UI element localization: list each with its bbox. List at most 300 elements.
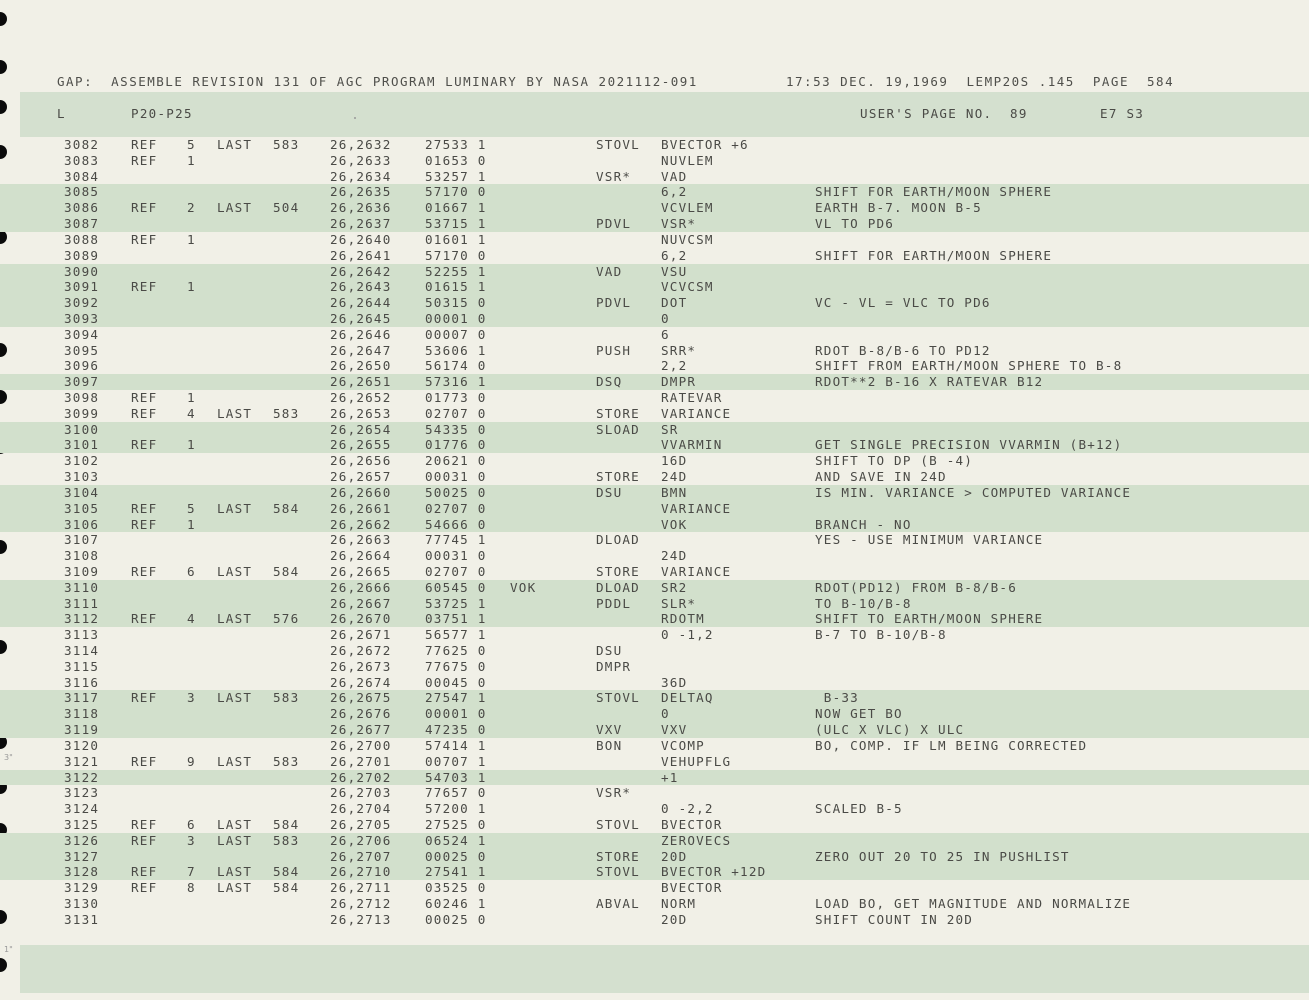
listing-line: 3131 — [64, 911, 100, 927]
listing-ref: REF — [131, 405, 158, 421]
listing-octal: 56577 1 — [425, 627, 487, 643]
listing-op: DLOAD — [596, 579, 640, 595]
listing-op: VAD — [596, 263, 623, 279]
listing-addr: 26,2665 — [330, 563, 392, 579]
listing-lastn: 584 — [273, 864, 300, 880]
listing-comment: B-33 — [815, 690, 859, 706]
subheader-col-l: L — [57, 106, 66, 121]
listing-octal: 01601 1 — [425, 231, 487, 247]
listing-refn: 1 — [187, 516, 196, 532]
listing-addr: 26,2655 — [330, 437, 392, 453]
listing-addr: 26,2710 — [330, 864, 392, 880]
listing-line: 3104 — [64, 484, 100, 500]
listing-op: STORE — [596, 405, 640, 421]
listing-line: 3129 — [64, 880, 100, 896]
listing-operand: VCVCSM — [661, 279, 714, 295]
listing-addr: 26,2647 — [330, 342, 392, 358]
listing-comment: SHIFT TO DP (B -4) — [815, 453, 974, 469]
listing-addr: 26,2707 — [330, 848, 392, 864]
listing-ref: REF — [131, 390, 158, 405]
listing-comment: AND SAVE IN 24D — [815, 469, 947, 485]
listing-operand: VOK — [661, 516, 688, 532]
listing-octal: 06524 1 — [425, 832, 487, 848]
listing-refn: 7 — [187, 864, 196, 880]
listing-comment: TO B-10/B-8 — [815, 595, 912, 611]
listing-ref: REF — [131, 516, 158, 532]
listing-comment: BO, COMP. IF LM BEING CORRECTED — [815, 737, 1088, 753]
listing-addr: 26,2711 — [330, 880, 392, 896]
listing-addr: 26,2700 — [330, 737, 392, 753]
listing-operand: SR — [661, 421, 679, 437]
listing-ref: REF — [131, 500, 158, 516]
listing-last: LAST — [217, 500, 253, 516]
listing-row — [0, 184, 1309, 200]
listing-line: 3114 — [64, 643, 100, 658]
listing-operand: VARIANCE — [661, 500, 732, 516]
listing-line: 3083 — [64, 152, 100, 168]
listing-row — [0, 833, 1309, 849]
listing-ref: REF — [131, 690, 158, 706]
listing-row — [0, 596, 1309, 612]
listing-op: DMPR — [596, 658, 632, 674]
listing-row — [0, 517, 1309, 533]
listing-operand: VVARMIN — [661, 437, 723, 453]
listing-octal: 02707 0 — [425, 563, 487, 579]
listing-octal: 00031 0 — [425, 548, 487, 564]
listing-addr: 26,2702 — [330, 769, 392, 785]
listing-row — [0, 896, 1309, 912]
listing-row — [0, 817, 1309, 833]
listing-octal: 01615 1 — [425, 279, 487, 295]
listing-op: DLOAD — [596, 532, 640, 548]
listing-ref: REF — [131, 880, 158, 896]
listing-row — [0, 311, 1309, 327]
listing-op: PDVL — [596, 295, 632, 311]
listing-row — [0, 469, 1309, 485]
listing-octal: 27525 0 — [425, 816, 487, 832]
listing-refn: 4 — [187, 611, 196, 627]
listing-row — [0, 485, 1309, 501]
listing-row — [0, 548, 1309, 564]
listing-comment: VC - VL = VLC TO PD6 — [815, 295, 991, 311]
listing-operand: BVECTOR — [661, 816, 723, 832]
listing-addr: 26,2703 — [330, 785, 392, 801]
listing-line: 3087 — [64, 216, 100, 232]
listing-line: 3125 — [64, 816, 100, 832]
stray-dot — [354, 117, 356, 119]
listing-operand: 0 -1,2 — [661, 627, 714, 643]
listing-addr: 26,2652 — [330, 390, 392, 405]
listing-addr: 26,2677 — [330, 722, 392, 738]
listing-addr: 26,2664 — [330, 548, 392, 564]
listing-comment: BRANCH - NO — [815, 516, 912, 532]
listing-refn: 5 — [187, 500, 196, 516]
listing-row — [0, 501, 1309, 517]
listing-octal: 01776 0 — [425, 437, 487, 453]
listing-addr: 26,2650 — [330, 358, 392, 374]
listing-addr: 26,2641 — [330, 247, 392, 263]
listing-addr: 26,2632 — [330, 137, 392, 152]
listing-line: 3105 — [64, 500, 100, 516]
listing-addr: 26,2713 — [330, 911, 392, 927]
listing-line: 3119 — [64, 722, 100, 738]
listing-operand: +1 — [661, 769, 679, 785]
listing-row — [0, 374, 1309, 390]
listing-row — [0, 770, 1309, 786]
listing-octal: 00025 0 — [425, 911, 487, 927]
listing-addr: 26,2701 — [330, 753, 392, 769]
listing-line: 3113 — [64, 627, 100, 643]
listing-line: 3088 — [64, 231, 100, 247]
listing-addr: 26,2662 — [330, 516, 392, 532]
listing-last: LAST — [217, 137, 253, 152]
listing-ref: REF — [131, 753, 158, 769]
listing-comment: RDOT**2 B-16 X RATEVAR B12 — [815, 374, 1044, 390]
listing-operand: 2,2 — [661, 358, 688, 374]
listing-row — [0, 690, 1309, 706]
listing-octal: 00025 0 — [425, 848, 487, 864]
listing-operand: VSU — [661, 263, 688, 279]
listing-octal: 50315 0 — [425, 295, 487, 311]
punch-hole — [0, 60, 7, 74]
listing-addr: 26,2663 — [330, 532, 392, 548]
listing-octal: 01653 0 — [425, 152, 487, 168]
listing-op: PDVL — [596, 216, 632, 232]
listing-addr: 26,2642 — [330, 263, 392, 279]
listing-row — [0, 532, 1309, 548]
listing-line: 3110 — [64, 579, 100, 595]
listing-operand: SLR* — [661, 595, 697, 611]
listing-octal: 57414 1 — [425, 737, 487, 753]
listing-ref: REF — [131, 611, 158, 627]
listing-last: LAST — [217, 611, 253, 627]
listing-line: 3086 — [64, 200, 100, 216]
listing-line: 3092 — [64, 295, 100, 311]
listing-row — [0, 169, 1309, 185]
listing-ref: REF — [131, 816, 158, 832]
listing-octal: 00707 1 — [425, 753, 487, 769]
listing-refn: 9 — [187, 753, 196, 769]
listing-line: 3096 — [64, 358, 100, 374]
listing-last: LAST — [217, 753, 253, 769]
listing-addr: 26,2654 — [330, 421, 392, 437]
listing-line: 3112 — [64, 611, 100, 627]
listing-line: 3090 — [64, 263, 100, 279]
listing-lastn: 583 — [273, 690, 300, 706]
listing-operand: 24D — [661, 469, 688, 485]
listing-addr: 26,2704 — [330, 801, 392, 817]
listing-comment: SHIFT FROM EARTH/MOON SPHERE TO B-8 — [815, 358, 1123, 374]
listing-comment: YES - USE MINIMUM VARIANCE — [815, 532, 1044, 548]
listing-ref: REF — [131, 200, 158, 216]
listing-lastn: 583 — [273, 832, 300, 848]
listing-comment: SHIFT TO EARTH/MOON SPHERE — [815, 611, 1044, 627]
listing-row — [0, 358, 1309, 374]
listing-row — [0, 706, 1309, 722]
listing-line: 3122 — [64, 769, 100, 785]
listing-last: LAST — [217, 816, 253, 832]
listing-lastn: 504 — [273, 200, 300, 216]
listing-operand: 16D — [661, 453, 688, 469]
subheader-users-page: USER'S PAGE NO. 89 — [860, 106, 1028, 121]
listing-addr: 26,2670 — [330, 611, 392, 627]
listing-octal: 60246 1 — [425, 896, 487, 911]
listing-comment: SCALED B-5 — [815, 801, 903, 817]
listing-addr: 26,2635 — [330, 184, 392, 200]
listing-octal: 60545 0 — [425, 579, 487, 595]
listing-row — [0, 200, 1309, 216]
listing-row — [0, 738, 1309, 754]
listing-refn: 8 — [187, 880, 196, 896]
listing-op: VSR* — [596, 168, 632, 184]
listing-op: STORE — [596, 848, 640, 864]
subheader-program: P20-P25 — [131, 106, 193, 121]
listing-comment: EARTH B-7. MOON B-5 — [815, 200, 982, 216]
listing-operand: VXV — [661, 722, 688, 738]
listing-ref: REF — [131, 279, 158, 295]
listing-operand: NUVLEM — [661, 152, 714, 168]
listing-addr: 26,2651 — [330, 374, 392, 390]
listing-op: BON — [596, 737, 623, 753]
listing-refn: 1 — [187, 279, 196, 295]
listing-operand: VCVLEM — [661, 200, 714, 216]
listing-octal: 53715 1 — [425, 216, 487, 232]
listing-octal: 03751 1 — [425, 611, 487, 627]
listing-op: STORE — [596, 469, 640, 485]
listing-operand: 6 — [661, 326, 670, 342]
listing-line: 3111 — [64, 595, 100, 611]
listing-line: 3093 — [64, 310, 100, 326]
listing-addr: 26,2653 — [330, 405, 392, 421]
listing-line: 3089 — [64, 247, 100, 263]
listing-operand: 20D — [661, 911, 688, 927]
listing-addr: 26,2675 — [330, 690, 392, 706]
listing-line: 3097 — [64, 374, 100, 390]
listing-row — [0, 643, 1309, 659]
listing-line: 3095 — [64, 342, 100, 358]
listing-row — [0, 785, 1309, 801]
listing-refn: 4 — [187, 405, 196, 421]
listing-lastn: 584 — [273, 500, 300, 516]
listing-octal: 00001 0 — [425, 310, 487, 326]
listing-row — [0, 675, 1309, 691]
listing-ref: REF — [131, 832, 158, 848]
listing-operand: VCOMP — [661, 737, 705, 753]
listing-lastn: 583 — [273, 137, 300, 152]
listing-op: PDDL — [596, 595, 632, 611]
listing-addr: 26,2640 — [330, 231, 392, 247]
listing-operand: SRR* — [661, 342, 697, 358]
listing-octal: 57170 0 — [425, 184, 487, 200]
listing-comment: (ULC X VLC) X ULC — [815, 722, 965, 738]
listing-comment: VL TO PD6 — [815, 216, 895, 232]
listing-row — [0, 722, 1309, 738]
listing-octal: 01667 1 — [425, 200, 487, 216]
listing-addr: 26,2672 — [330, 643, 392, 658]
listing-row — [0, 611, 1309, 627]
listing-op: STORE — [596, 563, 640, 579]
listing-line: 3121 — [64, 753, 100, 769]
listing-octal: 27533 1 — [425, 137, 487, 152]
listing-addr: 26,2636 — [330, 200, 392, 216]
listing-line: 3099 — [64, 405, 100, 421]
listing-refn: 1 — [187, 231, 196, 247]
listing-ref: REF — [131, 152, 158, 168]
listing-row — [0, 406, 1309, 422]
listing-operand: BVECTOR +6 — [661, 137, 749, 152]
listing-octal: 50025 0 — [425, 484, 487, 500]
listing-operand: 0 -2,2 — [661, 801, 714, 817]
listing-comment: IS MIN. VARIANCE > COMPUTED VARIANCE — [815, 484, 1132, 500]
listing-addr: 26,2634 — [330, 168, 392, 184]
header-right-text: 17:53 DEC. 19,1969 LEMP20S .145 PAGE 584 — [786, 74, 1175, 89]
listing-lastn: 584 — [273, 816, 300, 832]
listing-operand: VAD — [661, 168, 688, 184]
listing-line: 3130 — [64, 896, 100, 911]
listing-addr: 26,2674 — [330, 674, 392, 690]
listing-row — [0, 137, 1309, 153]
listing-row — [0, 327, 1309, 343]
listing-refn: 5 — [187, 137, 196, 152]
listing-octal: 57316 1 — [425, 374, 487, 390]
listing-row — [0, 801, 1309, 817]
listing-octal: 77657 0 — [425, 785, 487, 801]
listing-comment: SHIFT FOR EARTH/MOON SPHERE — [815, 247, 1053, 263]
listing-op: VXV — [596, 722, 623, 738]
listing-comment: GET SINGLE PRECISION VVARMIN (B+12) — [815, 437, 1123, 453]
listing-line: 3091 — [64, 279, 100, 295]
listing-refn: 1 — [187, 152, 196, 168]
listing-addr: 26,2633 — [330, 152, 392, 168]
punch-hole — [0, 12, 7, 26]
listing-lastn: 583 — [273, 753, 300, 769]
listing-operand: BMN — [661, 484, 688, 500]
listing-addr: 26,2657 — [330, 469, 392, 485]
listing-addr: 26,2661 — [330, 500, 392, 516]
listing-operand: 0 — [661, 310, 670, 326]
listing-row — [0, 627, 1309, 643]
listing-line: 3116 — [64, 674, 100, 690]
listing-ref: REF — [131, 231, 158, 247]
listing-line: 3107 — [64, 532, 100, 548]
listing-operand: BVECTOR +12D — [661, 864, 767, 880]
listing-row — [0, 295, 1309, 311]
listing-row — [0, 422, 1309, 438]
listing-label: VOK — [510, 579, 537, 595]
listing-line: 3124 — [64, 801, 100, 817]
listing-lastn: 576 — [273, 611, 300, 627]
listing-refn: 1 — [187, 437, 196, 453]
listing-row — [0, 248, 1309, 264]
listing-row — [0, 279, 1309, 295]
listing-op: DSU — [596, 643, 623, 658]
listing-operand: ZEROVECS — [661, 832, 732, 848]
listing-octal: 53257 1 — [425, 168, 487, 184]
listing-op: ABVAL — [596, 896, 640, 911]
listing-row — [0, 216, 1309, 232]
listing-last: LAST — [217, 832, 253, 848]
listing-last: LAST — [217, 880, 253, 896]
listing-operand: NUVCSM — [661, 231, 714, 247]
margin-mark: 1" — [4, 945, 13, 954]
listing-operand: 0 — [661, 706, 670, 722]
listing-line: 3082 — [64, 137, 100, 152]
listing-row — [0, 343, 1309, 359]
listing-octal: 27547 1 — [425, 690, 487, 706]
margin-mark: 3" — [4, 753, 13, 762]
listing-octal: 27541 1 — [425, 864, 487, 880]
listing-row — [0, 564, 1309, 580]
listing-line: 3126 — [64, 832, 100, 848]
listing-addr: 26,2706 — [330, 832, 392, 848]
listing-line: 3094 — [64, 326, 100, 342]
listing-op: PUSH — [596, 342, 632, 358]
listing-op: SLOAD — [596, 421, 640, 437]
listing-ref: REF — [131, 137, 158, 152]
listing-comment: SHIFT FOR EARTH/MOON SPHERE — [815, 184, 1053, 200]
listing-operand: DMPR — [661, 374, 697, 390]
listing-last: LAST — [217, 200, 253, 216]
listing-row — [0, 754, 1309, 770]
listing-comment: LOAD BO, GET MAGNITUDE AND NORMALIZE — [815, 896, 1132, 911]
listing-octal: 77625 0 — [425, 643, 487, 658]
listing-line: 3108 — [64, 548, 100, 564]
listing-row — [0, 437, 1309, 453]
listing-line: 3101 — [64, 437, 100, 453]
listing-octal: 77745 1 — [425, 532, 487, 548]
listing-operand: 6,2 — [661, 247, 688, 263]
listing-operand: DOT — [661, 295, 688, 311]
listing-operand: RDOTM — [661, 611, 705, 627]
listing-octal: 53606 1 — [425, 342, 487, 358]
listing-row — [0, 912, 1309, 928]
listing-rows — [0, 137, 1309, 928]
listing-octal: 77675 0 — [425, 658, 487, 674]
listing-op: STOVL — [596, 137, 640, 152]
listing-addr: 26,2656 — [330, 453, 392, 469]
listing-operand: RATEVAR — [661, 390, 723, 405]
listing-lastn: 584 — [273, 880, 300, 896]
listing-operand: BVECTOR — [661, 880, 723, 896]
listing-addr: 26,2671 — [330, 627, 392, 643]
listing-octal: 00001 0 — [425, 706, 487, 722]
listing-op: DSU — [596, 484, 623, 500]
listing-operand: VARIANCE — [661, 405, 732, 421]
listing-octal: 57170 0 — [425, 247, 487, 263]
listing-operand: VEHUPFLG — [661, 753, 732, 769]
listing-octal: 00031 0 — [425, 469, 487, 485]
listing-row — [0, 864, 1309, 880]
listing-op: STOVL — [596, 816, 640, 832]
listing-addr: 26,2705 — [330, 816, 392, 832]
listing-row — [0, 232, 1309, 248]
listing-addr: 26,2676 — [330, 706, 392, 722]
listing-comment: NOW GET BO — [815, 706, 903, 722]
listing-row — [0, 880, 1309, 896]
listing-row — [0, 153, 1309, 169]
listing-octal: 54335 0 — [425, 421, 487, 437]
listing-operand: NORM — [661, 896, 697, 911]
listing-row — [0, 390, 1309, 406]
listing-octal: 02707 0 — [425, 405, 487, 421]
listing-octal: 47235 0 — [425, 722, 487, 738]
listing-octal: 53725 1 — [425, 595, 487, 611]
listing-last: LAST — [217, 690, 253, 706]
listing-comment: RDOT(PD12) FROM B-8/B-6 — [815, 579, 1017, 595]
subheader-code: E7 S3 — [1100, 106, 1145, 121]
listing-octal: 52255 1 — [425, 263, 487, 279]
listing-op: STOVL — [596, 864, 640, 880]
